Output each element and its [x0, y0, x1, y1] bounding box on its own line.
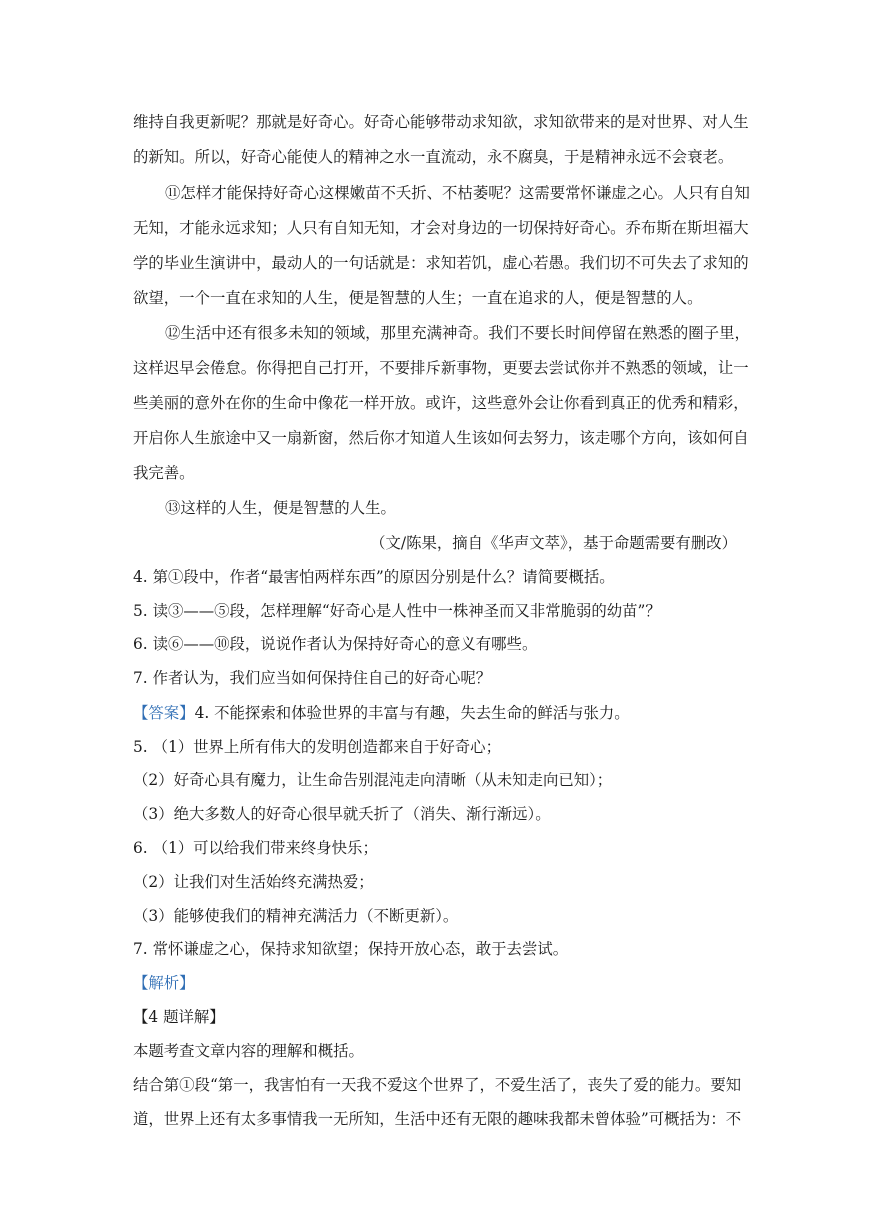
paragraph-11-line-4: 欲望，一个一直在求知的人生，便是智慧的人生；一直在追求的人，便是智慧的人。 [133, 289, 703, 307]
answer-q4: 4. 不能探索和体验世界的丰富与有趣，失去生命的鲜活与张力。 [194, 704, 630, 722]
paragraph-11-line-2: 无知，才能永远求知；人只有自知无知，才会对身边的一切保持好奇心。乔布斯在斯坦福大 [133, 219, 749, 237]
paragraph-11-line-1: ⑪怎样才能保持好奇心这棵嫩苗不夭折、不枯萎呢？这需要常怀谦虚之心。人只有自知 [165, 184, 750, 202]
analysis-subheading: 【4 题详解】 [133, 1008, 225, 1026]
paragraph-10-line-2: 的新知。所以，好奇心能使人的精神之水一直流动，永不腐臭，于是精神永远不会衰老。 [133, 148, 734, 166]
question-7: 7. 作者认为，我们应当如何保持住自己的好奇心呢？ [133, 669, 492, 687]
paragraph-12-line-2: 这样迟早会倦怠。你得把自己打开，不要排斥新事物，更要去尝试你并不熟悉的领域，让一 [133, 359, 749, 377]
question-5: 5. 读③——⑤段，怎样理解“好奇心是人性中一株神圣而又非常脆弱的幼苗”？ [133, 602, 661, 620]
source-citation: （文/陈果，摘自《华声文萃》，基于命题需要有删改） [370, 534, 737, 552]
paragraph-12-line-1: ⑫生活中还有很多未知的领域，那里充满神奇。我们不要长时间停留在熟悉的圈子里， [165, 324, 750, 342]
paragraph-13: ⑬这样的人生，便是智慧的人生。 [165, 499, 396, 517]
paragraph-10-line-1: 维持自我更新呢？那就是好奇心。好奇心能够带动求知欲，求知欲带来的是对世界、对人生 [133, 113, 749, 131]
analysis-tag: 【解析】 [133, 974, 195, 992]
paragraph-12-line-5: 我完善。 [133, 464, 195, 482]
analysis-line-2: 道，世界上还有太多事情我一无所知，生活中还有无限的趣味我都未曾体验”可概括为：不 [133, 1110, 742, 1128]
analysis-line-1: 结合第①段“第一，我害怕有一天我不爱这个世界了，不爱生活了，丧失了爱的能力。要知 [133, 1076, 742, 1094]
paragraph-12-line-4: 开启你人生旅途中又一扇新窗，然后你才知道人生该如何去努力，该走哪个方向，该如何自 [133, 429, 749, 447]
paragraph-11-line-3: 学的毕业生演讲中，最动人的一句话就是：求知若饥，虚心若愚。我们切不可失去了求知的 [133, 254, 749, 272]
answer-q6-2: （2）让我们对生活始终充满热爱； [133, 873, 374, 891]
answer-q5-1: 5. （1）世界上所有伟大的发明创造都来自于好奇心； [133, 738, 501, 756]
paragraph-12-line-3: 些美丽的意外在你的生命中像花一样开放。或许，这些意外会让你看到真正的优秀和精彩， [133, 394, 749, 412]
question-6: 6. 读⑥——⑩段，说说作者认为保持好奇心的意义有哪些。 [133, 635, 538, 653]
answer-q5-3: （3）绝大多数人的好奇心很早就夭折了（消失、渐行渐远）。 [133, 805, 551, 823]
answer-tag: 【答案】 [133, 704, 195, 722]
question-4: 4. 第①段中，作者“最害怕两样东西”的原因分别是什么？请简要概括。 [133, 568, 615, 586]
answer-q5-2: （2）好奇心具有魔力，让生命告别混沌走向清晰（从未知走向已知）； [133, 771, 613, 789]
answer-q6-3: （3）能够使我们的精神充满活力（不断更新）。 [133, 907, 459, 925]
answer-q4-line [133, 703, 737, 723]
analysis-intro: 本题考查文章内容的理解和概括。 [133, 1042, 364, 1060]
answer-q6-1: 6. （1）可以给我们带来终身快乐； [133, 839, 378, 857]
answer-q7: 7. 常怀谦虚之心，保持求知欲望；保持开放心态，敢于去尝试。 [133, 940, 569, 958]
